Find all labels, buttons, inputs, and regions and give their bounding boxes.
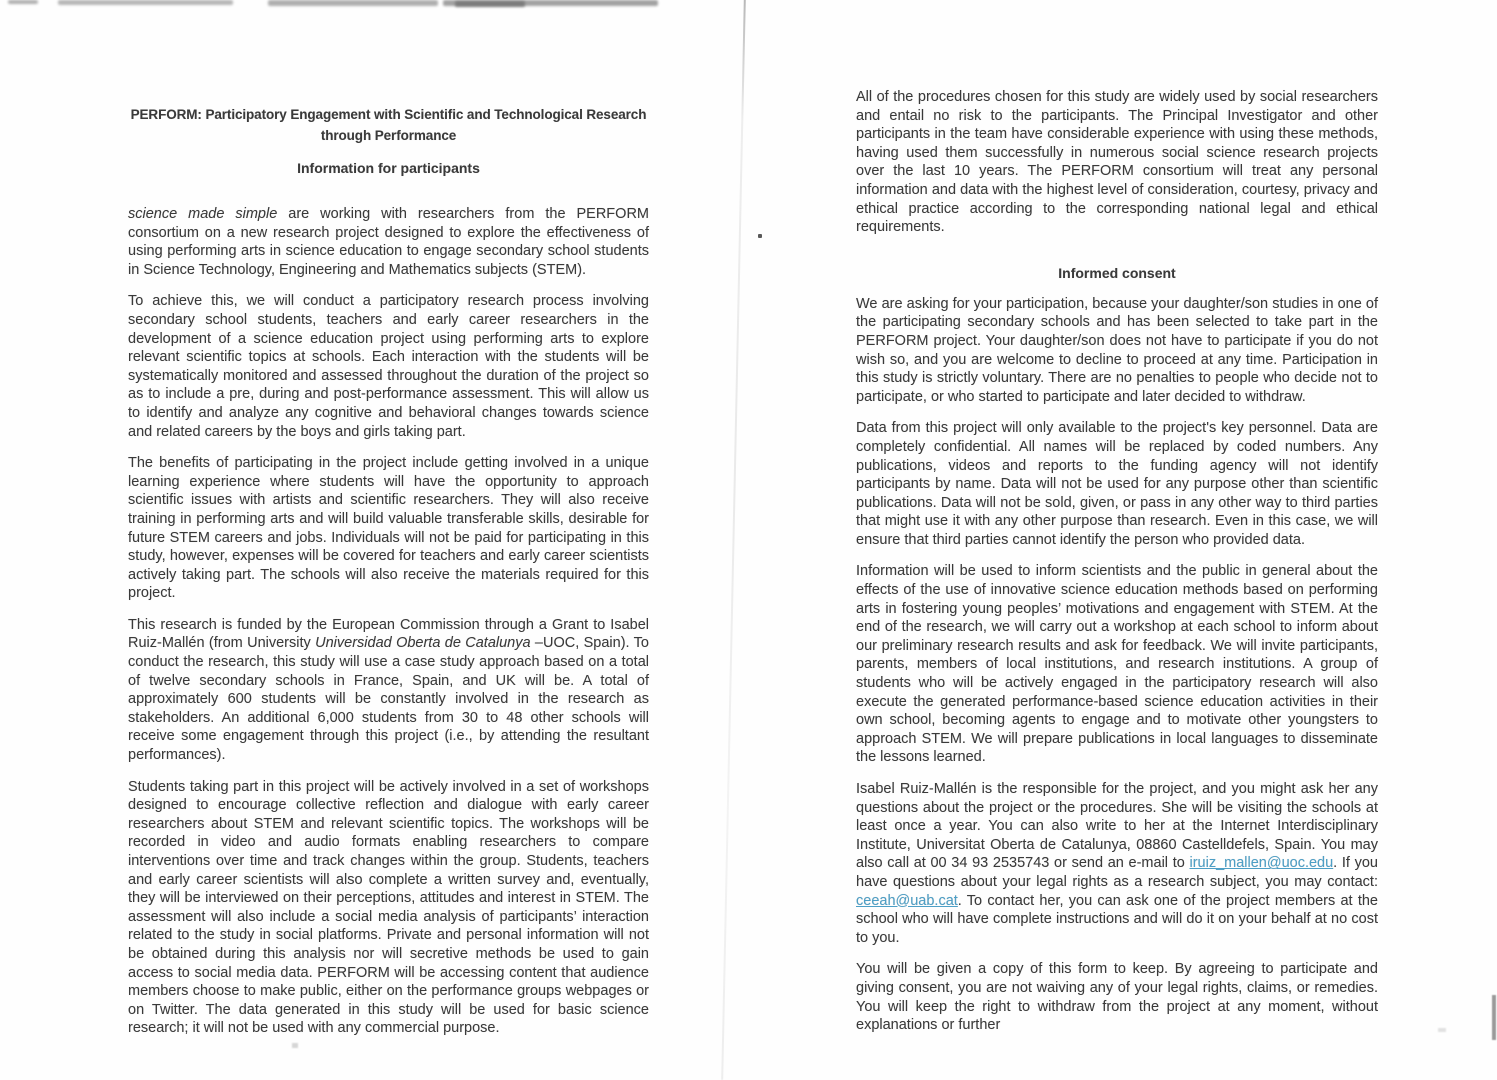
- text-run: . If you have questions about your legal rights as a research subject, you may contact:: [856, 855, 1378, 890]
- paragraph-withdraw-rights: [856, 960, 1378, 1034]
- text-run: . To contact her, you can ask one of the project members at the school who will have complete instructions and will do it on your behalf at no cost to you.: [856, 892, 1378, 946]
- scan-smudge: [455, 1, 525, 7]
- text-run: You will be given a copy of this form to keep. By agreeing to participate and giving consent, you are not waiving any of your legal rights, claims, or remedies. You will keep the right to withdraw from the project at any moment, without explanations or further: [856, 961, 1378, 1034]
- paragraph-research-process: [128, 292, 649, 441]
- text-run: The benefits of participating in the project include getting involved in a unique learning experience where students will have the opportunity to approach scientific issues with artists and scientific researchers. They will also receive training in performing arts and will build valuable transferable skills, desirable for future STEM careers and jobs. Individuals will not be paid for participating in this study, however, expenses will be covered for teachers and early career scientists actively taking part. The schools will also receive the materials required for this project.: [128, 455, 649, 602]
- document-subtitle: Information for participants: [297, 160, 480, 176]
- text-run: Students taking part in this project will be actively involved in a set of workshops designed to encourage collective reflection and dialogue with early career researchers about STEM and relevant scientific topics. The workshops will be recorded in video and audio formats enabling researchers to compare interventions over time and track changes within the group. Students, teachers and early career scientists will also complete a written survey and, eventually, they will be interviewed on their perceptions, attitudes and interest in STEM. The assessment will also include a social media analysis of participants’ interaction related to the study in social platforms. Private and personal information will not be obtained during this analysis nor will secretive methods be used to gain access to social media data. PERFORM will be accessing content that audience members choose to make public, either on the performance groups webpages or on Twitter. The data generated in this study will be used for basic science research; it will not be used with any commercial purpose.: [128, 778, 649, 1037]
- paragraph-workshops: [128, 778, 649, 1038]
- paragraph-confidentiality: [856, 419, 1378, 549]
- paragraph-project-intro: [128, 205, 649, 279]
- scan-edge-shadow: [1492, 995, 1496, 1040]
- text-run: –UOC, Spain). To conduct the research, this study will use a case study approach based on a total of twelve secondary schools in France, Spain, and UK will be. A total of approximately 600 students will be constantly involved in the research as stakeholders. An additional 6,000 students from 30 to 48 other schools will receive some engagement through this project (i.e., by attending the resultant performances).: [128, 635, 649, 764]
- text-run: This research is funded by the European Commission through a Grant to Isabel Ruiz-Mallén (from University: [128, 616, 649, 652]
- right-page: [856, 88, 1378, 1035]
- document-title-line1: PERFORM: Participatory Engagement with Scientific and Technological Research: [130, 107, 647, 122]
- email-link[interactable]: ceeah@uab.cat: [856, 892, 958, 909]
- paragraph-funding: [128, 616, 649, 765]
- italic-text: Universidad Oberta de Catalunya: [315, 635, 531, 652]
- scan-smudge: [58, 0, 233, 5]
- paragraph-participation: [856, 295, 1378, 407]
- text-run: Data from this project will only available to the project's key personnel. Data are completely confidential. All names will be replaced by coded numbers. Any publications, videos and reports to the funding agency will not identify participants by name. Data will not be used for any purpose other than scientific publications. Data will not be sold, given, or pass in any other way to third parties that might use it with any other purpose than research. Even in this case, we will ensure that third parties cannot identify the person who provided data.: [856, 420, 1378, 548]
- text-run: Information will be used to inform scientists and the public in general about the effects of the use of innovative science education methods based on performing arts in fostering young peoples’ motivations and engagement with STEM. At the end of the research, we will carry out a workshop at each school to inform about our preliminary research results and ask for feedback. We will invite participants, parents, members of local institutions, and research institutions. A group of students who will be actively engaged in the participatory research will also execute the generated performance-based science education activities in their own school, becoming agents to engage and to motivate other youngsters to approach STEM. We will prepare publications in local languages to disseminate the lessons learned.: [856, 563, 1378, 766]
- informed-consent-heading: Informed consent: [1058, 264, 1176, 281]
- text-run: All of the procedures chosen for this study are widely used by social researchers and entail no risk to the participants. The Principal Investigator and other participants in the team have considerable experience with using these methods, having used them successfully in numerous social science research projects over the last 10 years. The PERFORM consortium will treat any personal information and data with the highest level of consideration, courtesy, privacy and ethical practice according to the corresponding national legal and ethical requirements.: [856, 89, 1378, 236]
- paragraph-dissemination: [856, 562, 1378, 767]
- scan-speck: [292, 1043, 298, 1048]
- document-title-line2: through Performance: [320, 128, 457, 143]
- paragraph-procedures: [856, 88, 1378, 237]
- scan-speck: [1438, 1028, 1446, 1032]
- text-run: Isabel Ruiz-Mallén is the responsible for the project, and you might ask her any questions about the project or the procedures. She will be visiting the schools at least once a year. You can also write to her at the Internet Interdisciplinary Institute, Universitat Oberta de Catalunya, 08860 Castelldefels, Spain. You may also call at 00 34 93 2535743 or send an e-mail to: [856, 781, 1378, 872]
- scan-smudge: [8, 0, 38, 4]
- scan-speck: [758, 234, 762, 238]
- left-page: [128, 104, 649, 1038]
- text-run: We are asking for your participation, because your daughter/son studies in one of the participating secondary schools and has been selected to take part in the PERFORM project. Your daughter/son does not have to participate if you do not wish so, and you are welcome to decline to proceed at any time. Participation in this study is strictly voluntary. There are no penalties to people who decide not to participate, or who started to participate and later decided to withdraw.: [856, 295, 1378, 405]
- email-link[interactable]: iruiz_mallen@uoc.edu: [1189, 855, 1334, 872]
- paragraph-benefits: [128, 454, 649, 603]
- page-fold-line: [721, 0, 745, 1080]
- paragraph-contact: [856, 780, 1378, 947]
- text-run: To achieve this, we will conduct a participatory research process involving secondary school students, teachers and early career researchers in the development of a science education project using performing arts to explore relevant scientific topics at schools. Each interaction with the students will be systematically monitored and assessed throughout the duration of the project so as to include a pre, during and post-performance assessment. This will allow us to identify and analyze any cognitive and behavioral changes towards science and related careers by the boys and girls taking part.: [128, 293, 649, 440]
- italic-text: science made simple: [128, 206, 278, 222]
- text-run: are working with researchers from the PERFORM consortium on a new research project designed to explore the effectiveness of using performing arts in science education to engage secondary school students in Science Technology, Engineering and Mathematics subjects (STEM).: [128, 206, 649, 278]
- scan-smudge: [268, 0, 438, 6]
